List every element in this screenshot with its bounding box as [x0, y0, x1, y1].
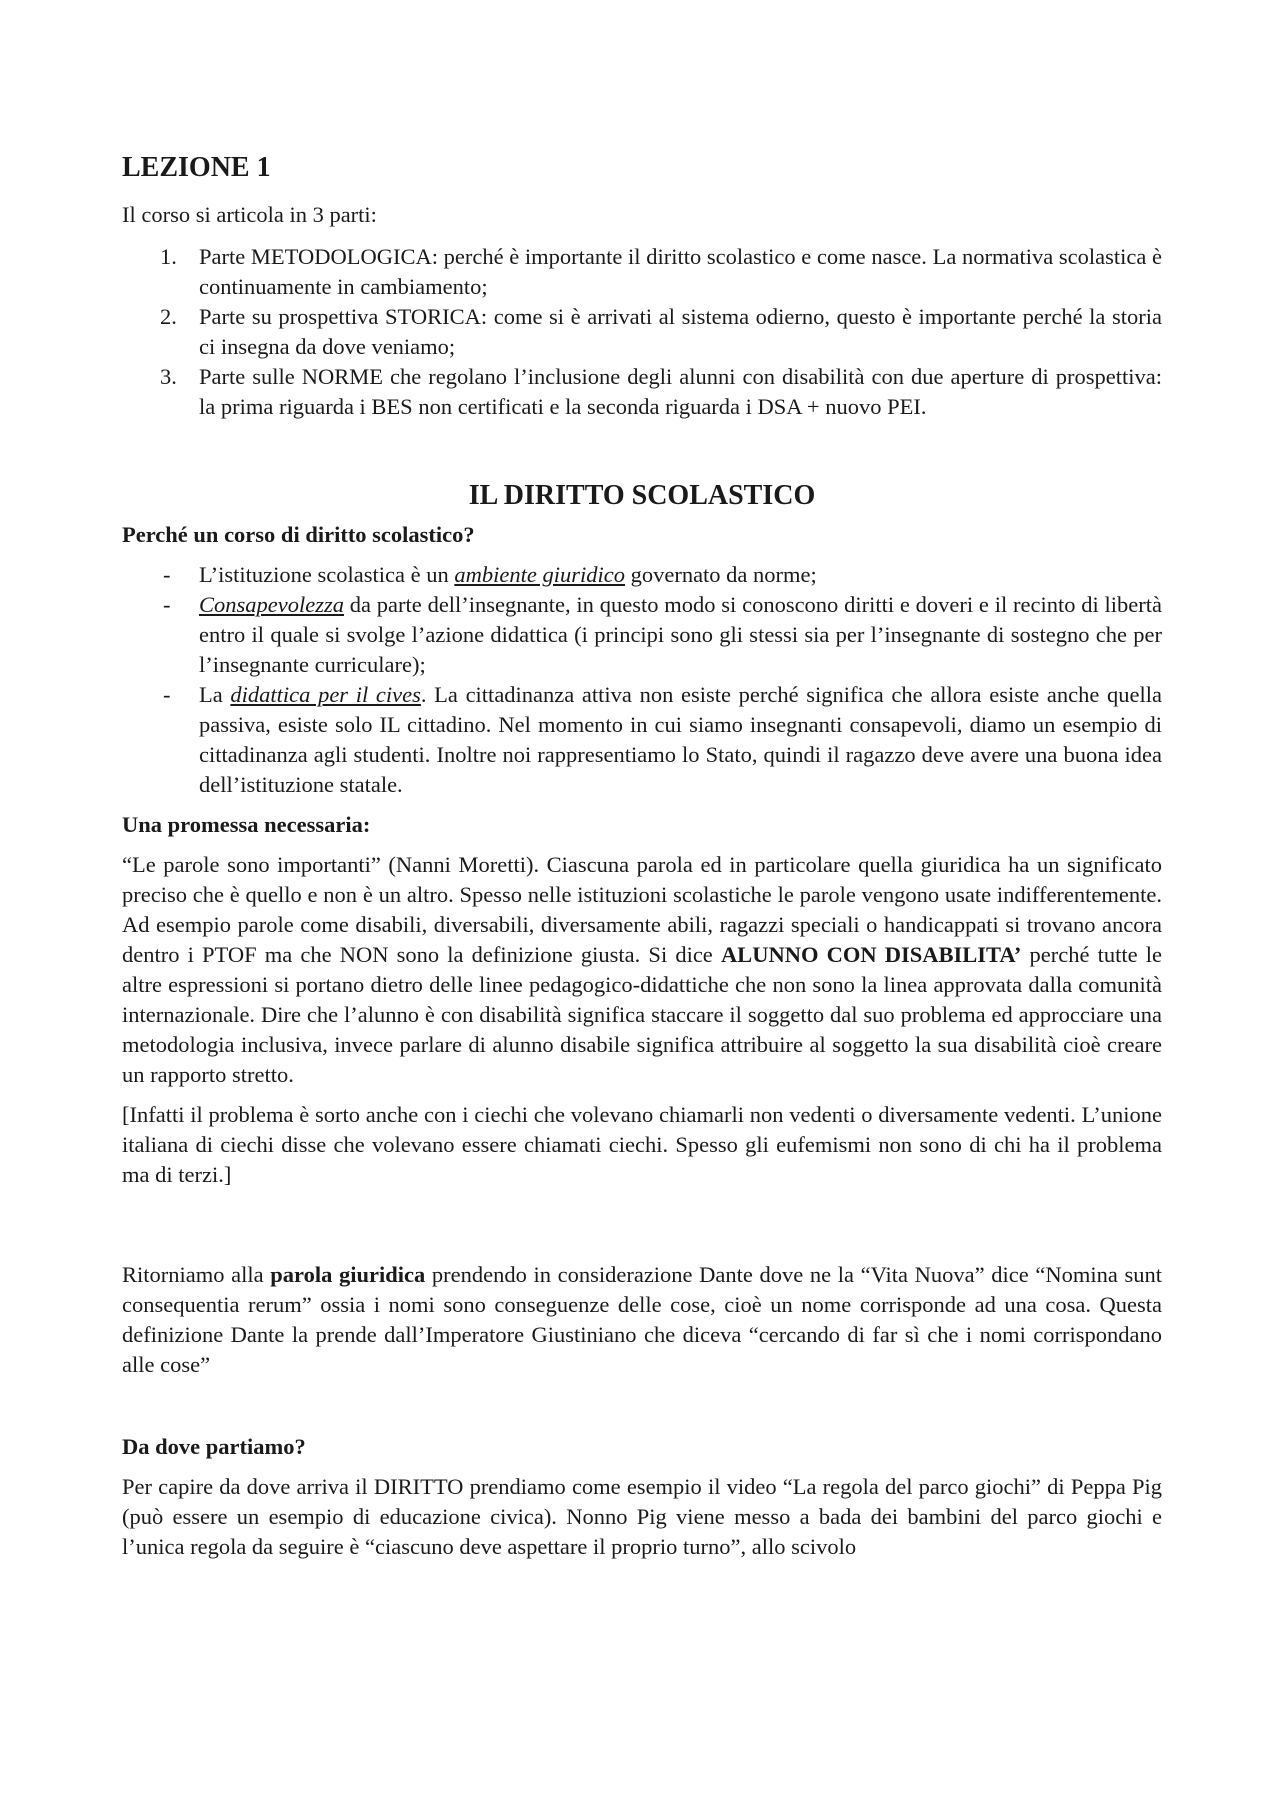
text-span: “Le parole sono importanti” (Nanni Moretti). Ciascuna parola ed in particolare quella giuridica ha un significato preciso che è quello e non è un altro. Spesso nelle istituzioni scolastiche le parole vengono usate indifferentemente. Ad esempio parole come disabili, diversabili, diversamente abili, ragazzi speciali o handicappati si trovano ancora dentro i PTOF ma che NON sono la definizione giusta. Si dice	[122, 852, 1162, 967]
list-item	[122, 590, 1162, 680]
list-dash: -	[163, 682, 171, 707]
text-span: da parte dell’insegnante, in questo modo si conoscono diritti e doveri e il recinto di libertà entro il quale si svolge l’azione didattica (i principi sono gli stessi sia per l’insegnante di sostegno che per l’insegnante curriculare);	[199, 592, 1162, 677]
list-item	[122, 362, 1162, 422]
course-parts-list	[122, 242, 1162, 422]
start-heading: Da dove partiamo?	[122, 1434, 306, 1459]
emphasis-text: ambiente giuridico	[454, 562, 625, 587]
list-item-text: Parte METODOLOGICA: perché è importante il diritto scolastico e come nasce. La normativa scolastica è continuamente in cambiamento;	[199, 244, 1162, 299]
emphasis-text: Consapevolezza	[199, 592, 344, 617]
text-span: perché tutte le altre espressioni si portano dietro delle linee pedagogico-didattiche che non sono la linea approvata dalla comunità internazionale. Dire che l’alunno è con disabilità significa staccare il soggetto dal suo problema ed approcciare una metodologia inclusiva, invece parlare di alunno disabile significa attribuire al soggetto la sua disabilità cioè creare un rapporto stretto.	[122, 942, 1162, 1087]
course-intro: Il corso si articola in 3 parti:	[122, 202, 377, 227]
start-paragraph: Per capire da dove arriva il DIRITTO prendiamo come esempio il video “La regola del parco giochi” di Peppa Pig (può essere un esempio di educazione civica). Nonno Pig viene messo a bada dei bambini del parco giochi e l’unica regola da seguire è “ciascuno deve aspettare il proprio turno”, allo scivolo	[122, 1474, 1162, 1559]
list-item	[122, 302, 1162, 362]
text-span: . La cittadinanza attiva non esiste perché significa che allora esiste anche quella passiva, esiste solo IL cittadino. Nel momento in cui siamo insegnanti consapevoli, diamo un esempio di cittadinanza agli studenti. Inoltre noi rappresentiamo lo Stato, quindi il ragazzo deve avere una buona idea dell’istituzione statale.	[199, 682, 1162, 797]
list-number: 3.	[160, 364, 177, 389]
list-dash: -	[163, 592, 171, 617]
list-item-text: Parte su prospettiva STORICA: come si è arrivati al sistema odierno, questo è importante perché la storia ci insegna da dove veniamo;	[199, 304, 1162, 359]
text-span: La	[199, 682, 231, 707]
text-span: governato da norme;	[624, 562, 817, 587]
text-span: L’istituzione scolastica è un	[199, 562, 455, 587]
section-title: IL DIRITTO SCOLASTICO	[468, 480, 816, 511]
why-list	[122, 560, 1162, 800]
list-item	[122, 680, 1162, 800]
lesson-title: LEZIONE 1	[122, 152, 271, 183]
list-item	[122, 242, 1162, 302]
promise-heading: Una promessa necessaria:	[122, 812, 371, 837]
promise-paragraph	[122, 850, 1162, 1090]
list-item	[122, 560, 1162, 590]
emphasis-text: didattica per il cives	[230, 682, 421, 707]
text-span: Ritorniamo alla	[122, 1262, 271, 1287]
list-dash: -	[163, 562, 171, 587]
why-heading: Perché un corso di diritto scolastico?	[122, 522, 475, 547]
text-span: prendendo in considerazione Dante dove ne la “Vita Nuova” dice “Nomina sunt consequentia rerum” ossia i nomi sono conseguenze delle cose, cioè un nome corrisponde ad una cosa. Questa definizione Dante la prende dall’Imperatore Giustiniano che diceva “cercando di far sì che i nomi corrispondano alle cose”	[122, 1262, 1162, 1377]
list-number: 1.	[160, 244, 177, 269]
bold-term: parola giuridica	[270, 1262, 426, 1287]
list-number: 2.	[160, 304, 177, 329]
bold-term: ALUNNO CON DISABILITA’	[720, 942, 1022, 967]
legal-word-paragraph	[122, 1260, 1162, 1380]
document-page	[122, 150, 1162, 1562]
list-item-text: Parte sulle NORME che regolano l’inclusione degli alunni con disabilità con due aperture di prospettiva: la prima riguarda i BES non certificati e la seconda riguarda i DSA + nuovo PEI.	[199, 364, 1162, 419]
blind-note-paragraph: [Infatti il problema è sorto anche con i ciechi che volevano chiamarli non vedenti o diversamente vedenti. L’unione italiana di ciechi disse che volevano essere chiamati ciechi. Spesso gli eufemismi non sono di chi ha il problema ma di terzi.]	[122, 1102, 1162, 1187]
